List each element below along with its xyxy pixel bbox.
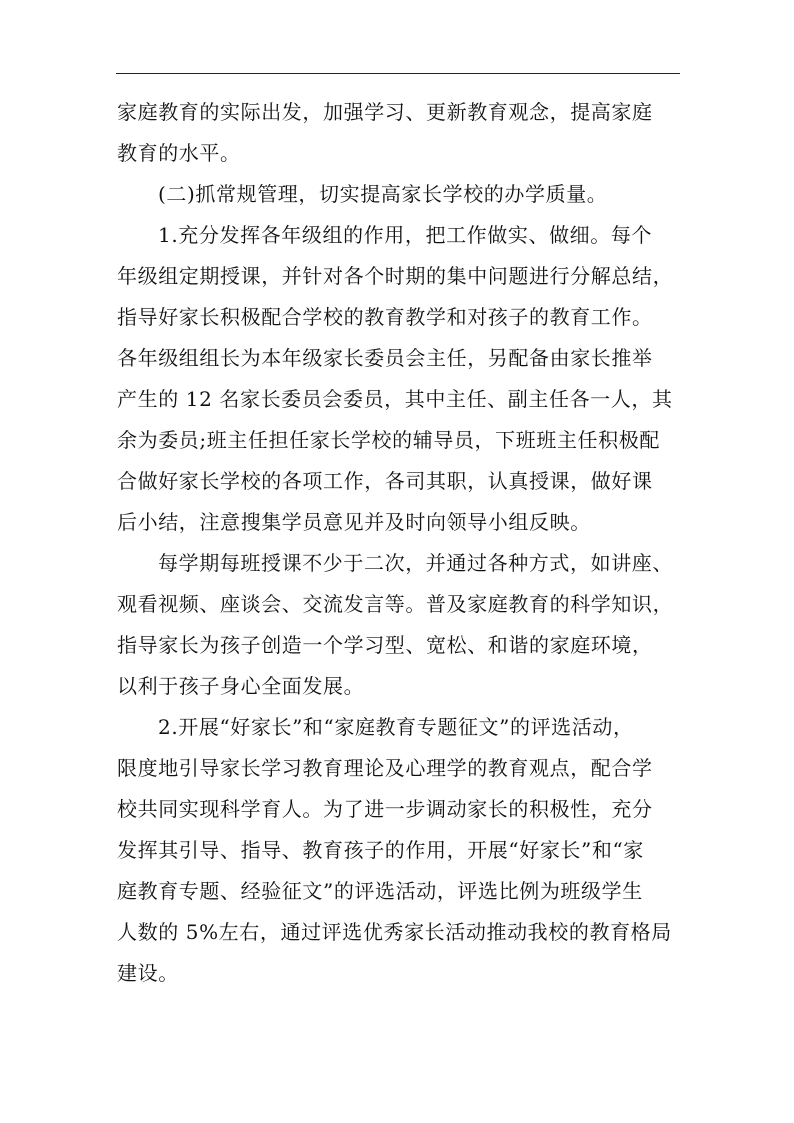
text-line: 家庭教育的实际出发，加强学习、更新教育观念，提高家庭 [117, 100, 653, 124]
text-line: 合做好家长学校的各项工作，各司其职，认真授课，做好课 [117, 469, 653, 493]
text-line: 产生的 12 名家长委员会委员，其中主任、副主任各一人，其 [117, 387, 673, 411]
text-line: 发挥其引导、指导、教育孩子的作用，开展“好家长”和“家 [117, 838, 644, 862]
section-heading: (二)抓常规管理，切实提高家长学校的办学质量。 [158, 182, 608, 206]
text-line: 2.开展“好家长”和“家庭教育专题征文”的评选活动， [158, 715, 634, 739]
text-line: 指导好家长积极配合学校的教育教学和对孩子的教育工作。 [117, 305, 653, 329]
text-line: 年级组定期授课，并针对各个时期的集中问题进行分解总结， [117, 264, 674, 288]
text-line: 以利于孩子身心全面发展。 [117, 674, 365, 698]
text-line: 限度地引导家长学习教育理论及心理学的教育观点，配合学 [117, 756, 653, 780]
text-line: 校共同实现科学育人。为了进一步调动家长的积极性，充分 [117, 797, 653, 821]
text-line: 每学期每班授课不少于二次，并通过各种方式，如讲座、 [158, 551, 673, 575]
text-line: 指导家长为孩子创造一个学习型、宽松、和谐的家庭环境， [117, 633, 653, 657]
text-line: 各年级组组长为本年级家长委员会主任，另配备由家长推举 [117, 346, 653, 370]
text-line: 后小结，注意搜集学员意见并及时向领导小组反映。 [117, 510, 591, 534]
text-line: 建设。 [117, 961, 179, 985]
text-line: 庭教育专题、经验征文”的评选活动，评选比例为班级学生 [117, 879, 643, 903]
text-line: 人数的 5%左右，通过评选优秀家长活动推动我校的教育格局 [117, 920, 672, 944]
text-line: 教育的水平。 [117, 141, 241, 165]
text-line: 1.充分发挥各年级组的作用，把工作做实、做细。每个 [158, 223, 653, 247]
header-rule [116, 73, 680, 74]
text-line: 观看视频、座谈会、交流发言等。普及家庭教育的科学知识， [117, 592, 674, 616]
text-line: 余为委员;班主任担任家长学校的辅导员，下班班主任积极配 [117, 428, 660, 452]
